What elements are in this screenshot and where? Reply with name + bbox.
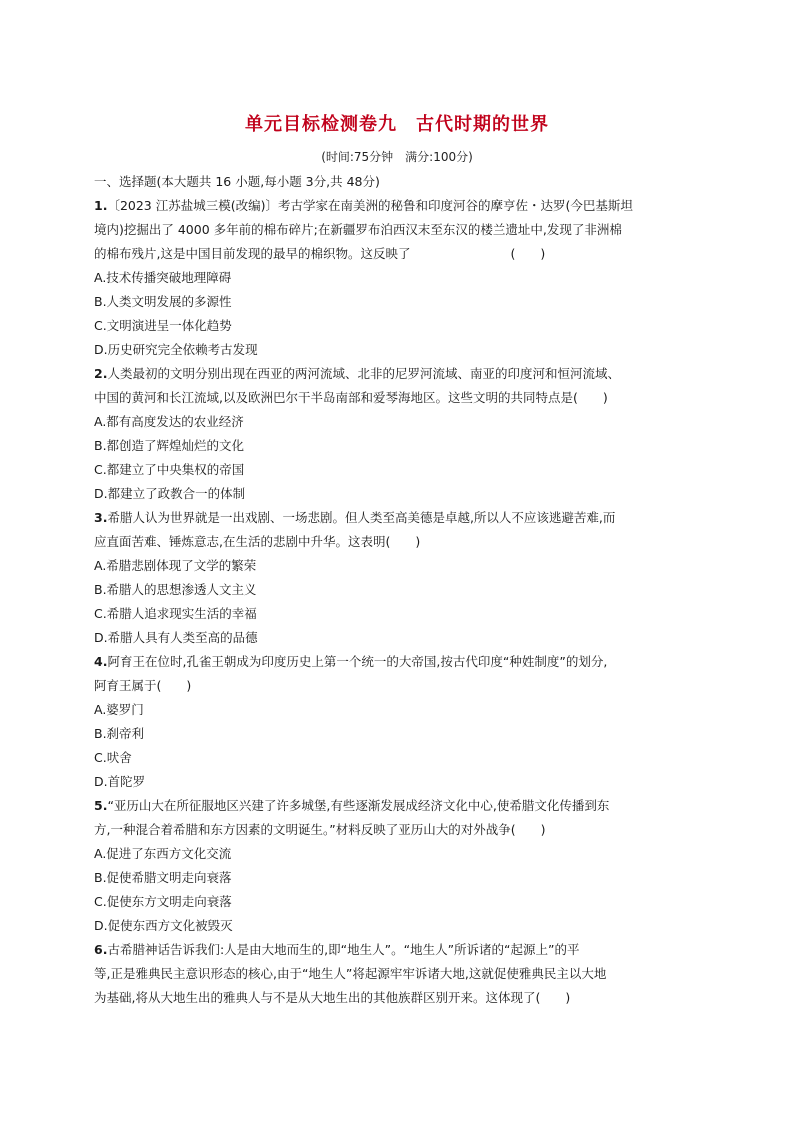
question-text-line: 方,一种混合着希腊和东方因素的文明诞生。”材料反映了亚历山大的对外战争( )	[94, 822, 546, 837]
question-text-line: 境内)挖掘出了 4000 多年前的棉布碎片;在新疆罗布泊西汉末至东汉的楼兰遗址中,发现了非洲棉	[94, 222, 622, 237]
option-a: A.促进了东西方文化交流	[94, 846, 232, 861]
question-text-line: “亚历山大在所征服地区兴建了许多城堡,有些逐渐发展成经济文化中心,使希腊文化传播到东	[107, 798, 610, 813]
option-a: A.技术传播突破地理障碍	[94, 270, 232, 285]
option-a: A.希腊悲剧体现了文学的繁荣	[94, 558, 257, 573]
question-3	[94, 506, 698, 650]
question-5	[94, 794, 698, 938]
question-number: 1.	[94, 198, 108, 213]
option-d: D.都建立了政教合一的体制	[94, 486, 246, 501]
option-b: B.希腊人的思想渗透人文主义	[94, 582, 257, 597]
option-c: C.文明演进呈一体化趋势	[94, 318, 232, 333]
option-c: C.吠舍	[94, 750, 132, 765]
question-list	[94, 170, 698, 1010]
option-c: C.都建立了中央集权的帝国	[94, 462, 245, 477]
question-number: 3.	[94, 510, 108, 525]
question-number: 4.	[94, 654, 108, 669]
question-text-line: 希腊人认为世界就是一出戏剧、一场悲剧。但人类至高美德是卓越,所以人不应该逃避苦难,而	[107, 510, 616, 525]
question-text-line: 等,正是雅典民主意识形态的核心,由于“地生人”将起源牢牢诉诸大地,这就促使雅典民主以大地	[94, 966, 607, 981]
option-d: D.历史研究完全依赖考古发现	[94, 342, 258, 357]
question-6	[94, 938, 698, 1010]
option-b: B.人类文明发展的多源性	[94, 294, 232, 309]
question-text-line: 人类最初的文明分别出现在西亚的两河流域、北非的尼罗河流域、南亚的印度河和恒河流域、	[107, 366, 620, 381]
option-d: D.促使东西方文化被毁灭	[94, 918, 233, 933]
question-text-line: 中国的黄河和长江流域,以及欧洲巴尔干半岛南部和爱琴海地区。这些文明的共同特点是( )	[94, 390, 608, 405]
question-text-line: 〔2023 江苏盐城三模(改编)〕考古学家在南美洲的秘鲁和印度河谷的摩亨佐・达罗(今巴基斯坦	[107, 198, 633, 213]
question-text-line: 古希腊神话告诉我们:人是由大地而生的,即“地生人”。“地生人”所诉诸的“起源上”的平	[107, 942, 580, 957]
exam-info: (时间:75分钟 满分:100分)	[321, 150, 473, 164]
question-number: 6.	[94, 942, 108, 957]
question-text-line: 应直面苦难、锤炼意志,在生活的悲剧中升华。这表明( )	[94, 534, 421, 549]
option-b: B.都创造了辉煌灿烂的文化	[94, 438, 245, 453]
question-4	[94, 650, 698, 794]
option-d: D.希腊人具有人类至高的品德	[94, 630, 258, 645]
option-c: C.促使东方文明走向衰落	[94, 894, 232, 909]
question-2	[94, 362, 698, 506]
question-number: 2.	[94, 366, 108, 381]
question-text-line: 阿育王属于( )	[94, 678, 192, 693]
section-heading: 一、选择题(本大题共 16 小题,每小题 3分,共 48分)	[94, 174, 380, 189]
option-b: B.刹帝利	[94, 726, 145, 741]
option-a: A.都有高度发达的农业经济	[94, 414, 244, 429]
question-number: 5.	[94, 798, 108, 813]
page-title: 单元目标检测卷九 古代时期的世界	[245, 114, 549, 135]
option-c: C.希腊人追求现实生活的幸福	[94, 606, 257, 621]
option-b: B.促使希腊文明走向衰落	[94, 870, 232, 885]
question-text-line: 阿育王在位时,孔雀王朝成为印度历史上第一个统一的大帝国,按古代印度“种姓制度”的划分,	[107, 654, 608, 669]
question-text-line: 为基础,将从大地生出的雅典人与不是从大地生出的其他族群区别开来。这体现了( )	[94, 990, 571, 1005]
option-d: D.首陀罗	[94, 774, 146, 789]
option-a: A.婆罗门	[94, 702, 144, 717]
question-text-line: 的棉布残片,这是中国目前发现的最早的棉织物。这反映了 ( )	[94, 246, 546, 261]
question-1	[94, 194, 698, 362]
